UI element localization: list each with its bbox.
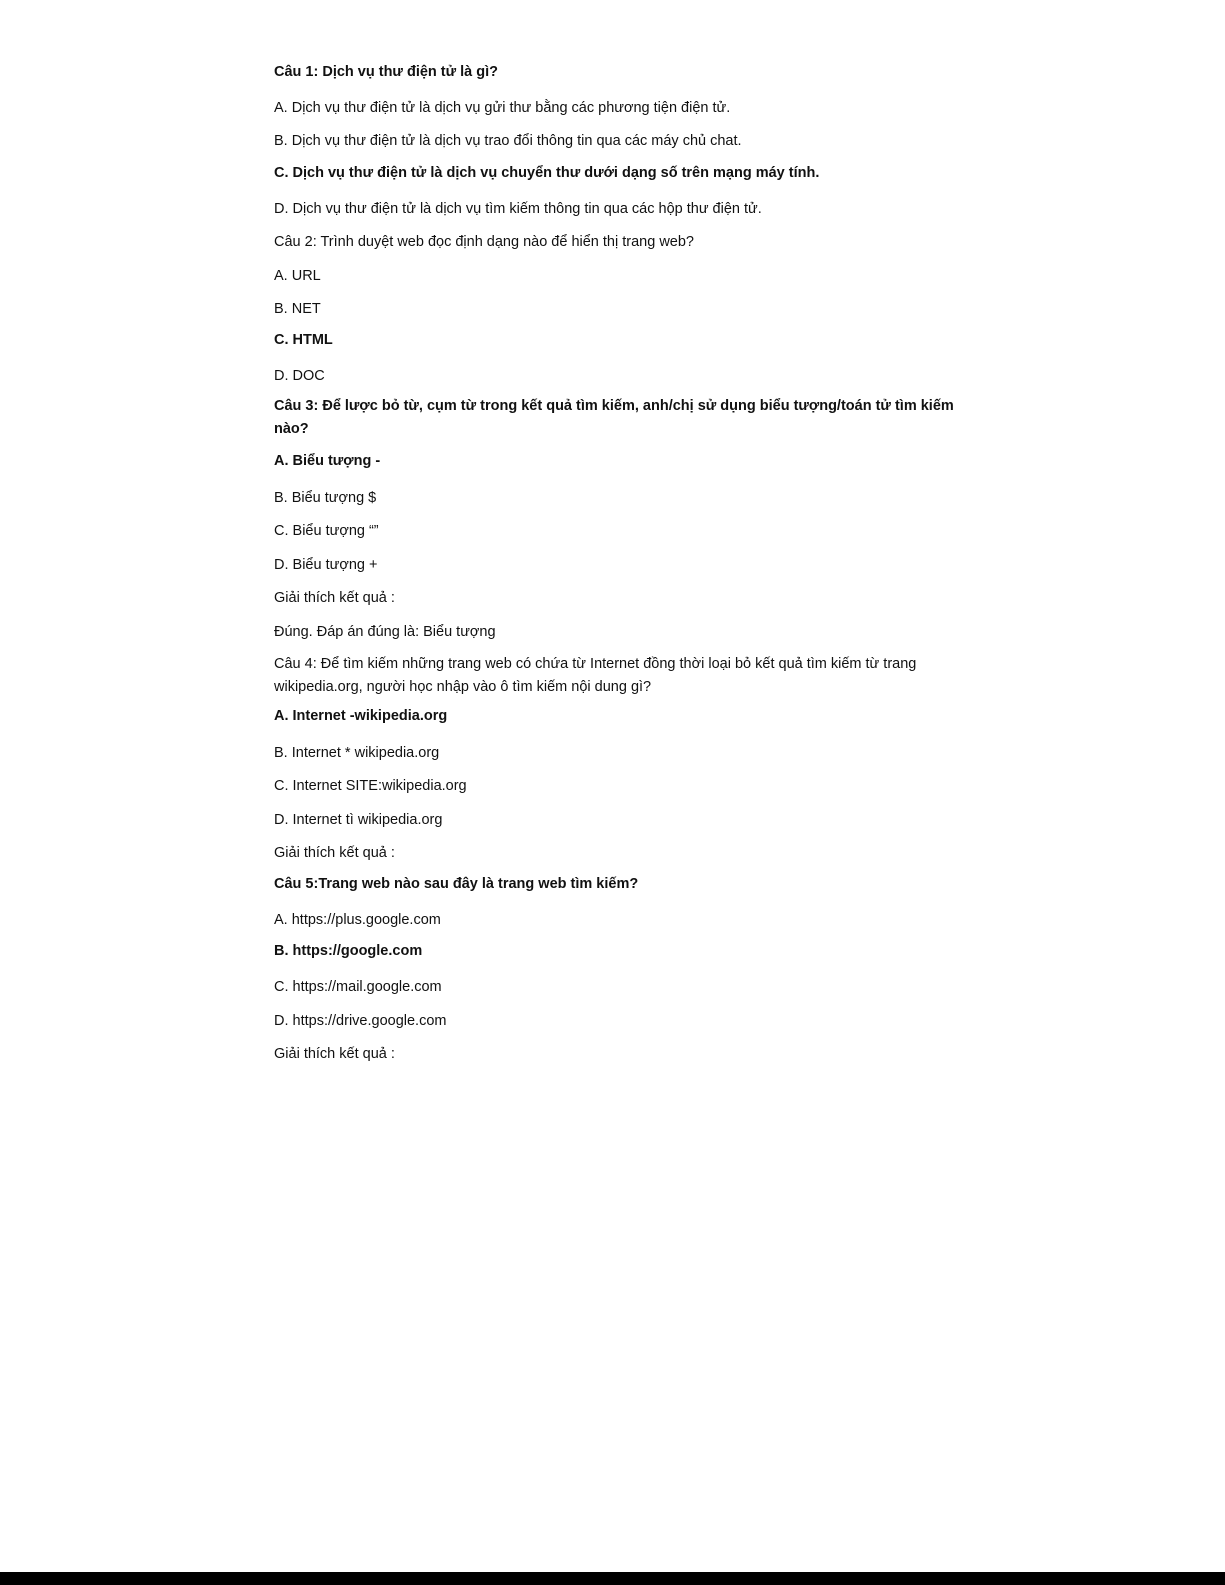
question-2-option-c: C. HTML bbox=[274, 332, 333, 348]
question-2-title: Câu 2: Trình duyệt web đọc định dạng nào để hiển thị trang web? bbox=[274, 234, 694, 250]
question-5-option-b: B. https://google.com bbox=[274, 943, 423, 959]
question-2-option-a: A. URL bbox=[274, 268, 321, 284]
question-2-option-b: B. NET bbox=[274, 301, 321, 317]
question-1-option-b: B. Dịch vụ thư điện tử là dịch vụ trao đổi thông tin qua các máy chủ chat. bbox=[274, 133, 742, 149]
question-5-option-c: C. https://mail.google.com bbox=[274, 979, 442, 995]
question-1-option-a: A. Dịch vụ thư điện tử là dịch vụ gửi thư bằng các phương tiện điện tử. bbox=[274, 100, 731, 116]
page-bottom-edge bbox=[0, 1572, 1225, 1585]
question-3-option-b: B. Biểu tượng $ bbox=[274, 490, 377, 506]
question-1-title: Câu 1: Dịch vụ thư điện tử là gì? bbox=[274, 64, 499, 80]
question-3-option-c: C. Biểu tượng “” bbox=[274, 523, 379, 539]
question-4-option-c: C. Internet SITE:wikipedia.org bbox=[274, 778, 467, 794]
question-4-explanation-label: Giải thích kết quả : bbox=[274, 845, 395, 861]
question-5-option-a: A. https://plus.google.com bbox=[274, 912, 441, 928]
question-4-option-d: D. Internet tì wikipedia.org bbox=[274, 812, 443, 828]
question-3-title: Câu 3: Để lược bỏ từ, cụm từ trong kết quả tìm kiếm, anh/chị sử dụng biểu tượng/toán tử tìm kiếm nào? bbox=[274, 398, 954, 437]
question-3-option-a: A. Biểu tượng - bbox=[274, 453, 381, 469]
question-4-title: Câu 4: Để tìm kiếm những trang web có chứa từ Internet đồng thời loại bỏ kết quả tìm kiếm từ trang wikipedia.org, người học nhập vào ô tìm kiếm nội dung gì? bbox=[274, 656, 917, 695]
question-3-explanation-text: Đúng. Đáp án đúng là: Biểu tượng bbox=[274, 624, 496, 640]
question-3-explanation-label: Giải thích kết quả : bbox=[274, 590, 395, 606]
question-5-explanation-label: Giải thích kết quả : bbox=[274, 1046, 395, 1062]
question-4-option-a: A. Internet -wikipedia.org bbox=[274, 708, 448, 724]
question-2-option-d: D. DOC bbox=[274, 368, 325, 384]
question-3-option-d: D. Biểu tượng + bbox=[274, 557, 378, 573]
question-1-option-d: D. Dịch vụ thư điện tử là dịch vụ tìm kiếm thông tin qua các hộp thư điện tử. bbox=[274, 201, 762, 217]
question-5-option-d: D. https://drive.google.com bbox=[274, 1013, 447, 1029]
question-5-title: Câu 5:Trang web nào sau đây là trang web tìm kiếm? bbox=[274, 876, 639, 892]
question-1-option-c: C. Dịch vụ thư điện tử là dịch vụ chuyển thư dưới dạng số trên mạng máy tính. bbox=[274, 165, 820, 181]
question-4-option-b: B. Internet * wikipedia.org bbox=[274, 745, 440, 761]
